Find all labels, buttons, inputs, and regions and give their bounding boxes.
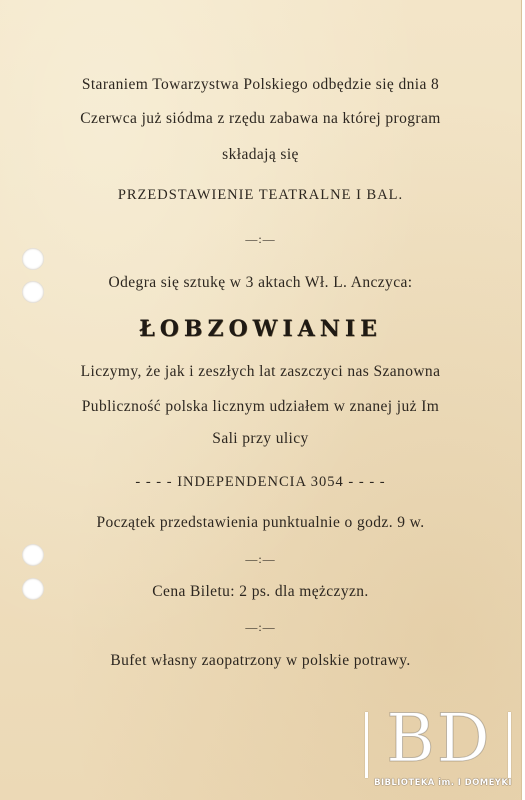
start-time-line: Początek przedstawienia punktualnie o godz. 9 w.	[96, 514, 425, 531]
body-line-9: Sali przy ulicy	[212, 430, 309, 447]
body-line-8: Publiczność polska licznym udziałem w znanej już Im	[81, 398, 440, 415]
body-line-3: składają się	[222, 146, 299, 163]
address-line: - - - - INDEPENDENCIA 3054 - - - -	[135, 474, 386, 490]
watermark-bar	[365, 712, 368, 778]
body-line-7: Liczymy, że jak i zeszłych lat zaszczyci nas Szanowna	[80, 363, 441, 380]
ticket-price-line: Cena Biletu: 2 ps. dla mężczyzn.	[152, 583, 369, 600]
body-line-1: Staraniem Towarzystwa Polskiego odbędzie się dnia 8	[81, 76, 440, 93]
event-heading: PRZEDSTAWIENIE TEATRALNE I BAL.	[117, 187, 404, 203]
punch-hole	[22, 248, 44, 270]
body-line-2: Czerwca już siódma z rzędu zabawa na której program	[80, 110, 441, 127]
play-title: ŁOBZOWIANIE	[139, 316, 382, 342]
separator: —:—	[245, 232, 276, 246]
play-intro: Odegra się sztukę w 3 aktach Wł. L. Anczyca:	[108, 274, 413, 291]
watermark-letters: BD	[386, 700, 492, 777]
buffet-line: Bufet własny zaopatrzony w polskie potrawy.	[110, 652, 411, 669]
watermark-bar	[508, 712, 511, 778]
separator: —:—	[245, 620, 276, 634]
separator: —:—	[245, 552, 276, 566]
watermark-caption: BIBLIOTEKA im. I DOMEYKI	[374, 778, 512, 788]
library-watermark-logo	[363, 700, 513, 788]
